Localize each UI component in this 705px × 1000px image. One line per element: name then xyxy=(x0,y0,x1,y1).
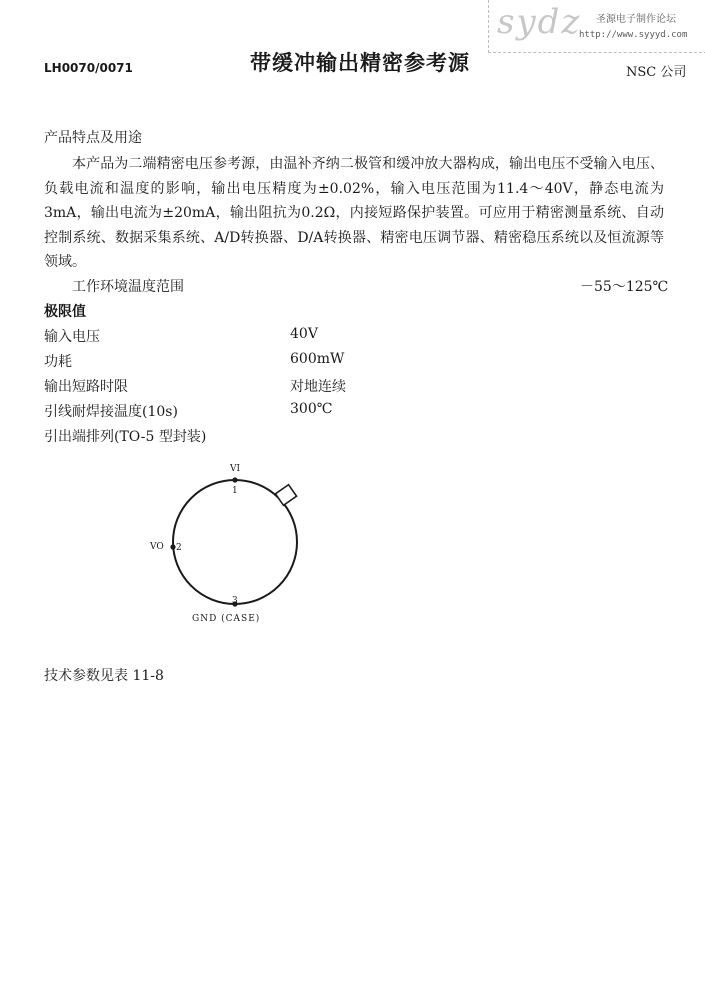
package-tab xyxy=(275,485,296,506)
limit-value-power: 600mW xyxy=(290,351,345,367)
watermark-logo: sydz xyxy=(497,2,582,42)
watermark-site-name: 圣源电子制作论坛 xyxy=(596,14,676,25)
pin-2-name: VO xyxy=(150,542,164,552)
pin-1-name: VI xyxy=(230,464,241,474)
temp-range-value: －55～125℃ xyxy=(580,279,669,295)
pin-3-number: 3 xyxy=(232,596,238,606)
watermark xyxy=(488,0,705,53)
limit-value-input-voltage: 40V xyxy=(290,326,318,342)
page-title: 带缓冲输出精密参考源 xyxy=(250,51,470,75)
pin-1-dot xyxy=(232,477,237,482)
company-name: NSC 公司 xyxy=(626,65,687,80)
limit-value-short-circuit: 对地连续 xyxy=(290,379,346,395)
limit-label-short-circuit: 输出短路时限 xyxy=(44,379,128,395)
pin-1-number: 1 xyxy=(232,486,238,496)
limit-label-input-voltage: 输入电压 xyxy=(44,329,100,345)
limit-value-solder-temp: 300℃ xyxy=(290,401,333,417)
temp-range-label: 工作环境温度范围 xyxy=(72,279,184,295)
features-heading: 产品特点及用途 xyxy=(44,130,142,146)
pinout-diagram xyxy=(140,455,340,640)
pinout-heading: 引出端排列(TO-5 型封装) xyxy=(44,429,207,445)
limits-heading: 极限值 xyxy=(44,304,86,320)
limit-label-power: 功耗 xyxy=(44,354,72,370)
model-number: LH0070/0071 xyxy=(44,61,133,75)
watermark-url: http://www.syyyd.com xyxy=(579,30,688,40)
pin-3-name: GND (CASE) xyxy=(192,614,261,624)
features-paragraph: 本产品为二端精密电压参考源，由温补齐纳二极管和缓冲放大器构成，输出电压不受输入电压、负载电流和温度的影响，输出电压精度为±0.02%，输入电压范围为11.4～40V，静态电流为3mA，输出电流为±20mA，输出阻抗为0.2Ω，内接短路保护装置。可应用于精密测量系统、自动控制系统、数据采集系统、A/D转换器、D/A转换器、精密电压调节器、精密稳压系统以及恒流源等领域。 xyxy=(44,156,664,270)
pin-2-number: 2 xyxy=(176,543,182,553)
table-reference: 技术参数见表 11-8 xyxy=(44,668,164,684)
limit-label-solder-temp: 引线耐焊接温度(10s) xyxy=(44,404,178,420)
pin-2-dot xyxy=(170,544,175,549)
